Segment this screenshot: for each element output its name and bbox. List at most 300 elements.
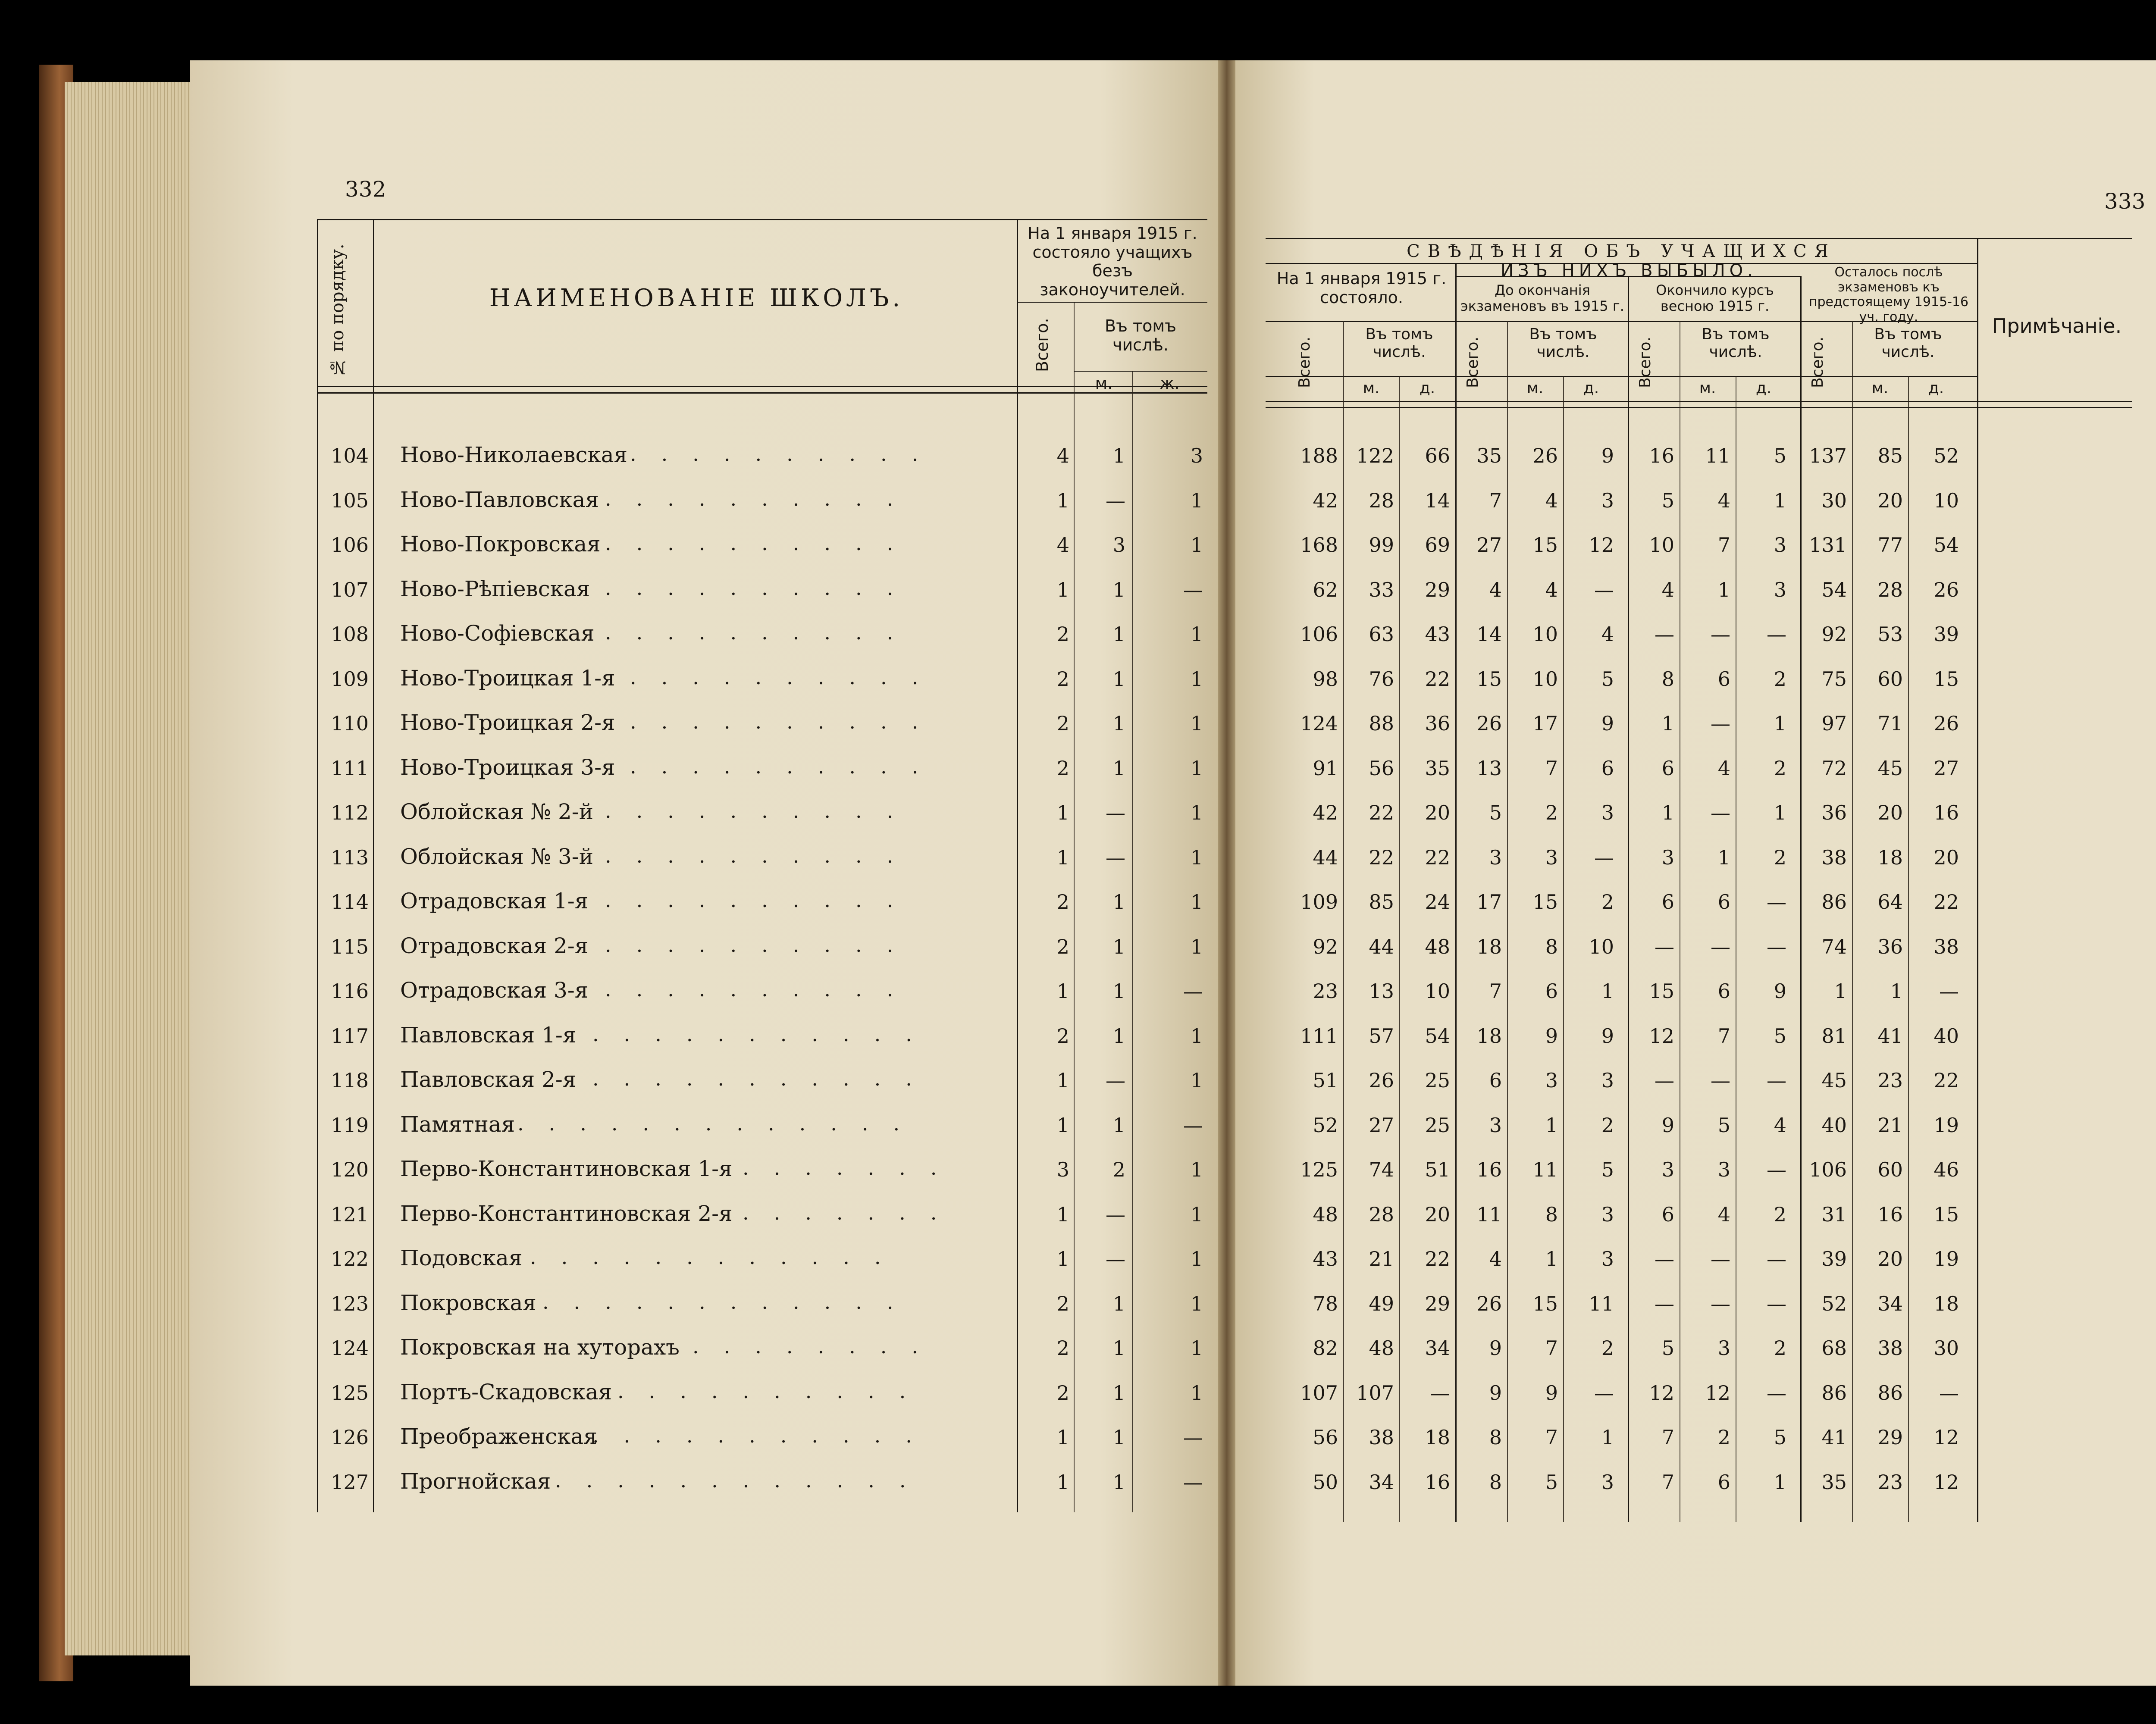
student-count-cell: 1: [1545, 1247, 1558, 1270]
row-number: 119: [331, 1113, 369, 1137]
student-count-cell: 77: [1877, 533, 1903, 557]
student-count-cell: 1: [1890, 979, 1903, 1003]
leader-dots: ..........: [605, 889, 918, 912]
teacher-count-cell: —: [1106, 1247, 1125, 1270]
student-count-cell: 26: [1532, 444, 1558, 467]
student-count-cell: 20: [1425, 801, 1450, 824]
student-count-cell: 106: [1300, 623, 1338, 646]
student-count-cell: 43: [1313, 1247, 1338, 1270]
student-count-cell: 26: [1369, 1069, 1394, 1092]
leader-dots: ............: [542, 1290, 918, 1314]
teacher-count-cell: 1: [1112, 667, 1125, 691]
student-count-cell: 48: [1369, 1336, 1394, 1360]
school-name: Облойская № 3-й: [400, 844, 594, 869]
student-count-cell: 69: [1425, 533, 1450, 557]
student-count-cell: 19: [1934, 1113, 1959, 1137]
teacher-count-cell: 4: [1056, 533, 1069, 557]
student-count-cell: 2: [1774, 1336, 1786, 1360]
header-students-vtom: Въ томъ числѣ.: [1702, 325, 1770, 361]
student-count-cell: 9: [1489, 1336, 1502, 1360]
student-count-cell: 9: [1601, 444, 1614, 467]
teacher-count-cell: 1: [1190, 890, 1203, 914]
header-students-do: До окончанiя экзаменовъ въ 1915 г.: [1460, 282, 1624, 314]
header-students-d: д.: [1755, 379, 1772, 397]
student-count-cell: 8: [1545, 1202, 1558, 1226]
student-count-cell: 125: [1300, 1158, 1338, 1181]
student-count-cell: 6: [1545, 979, 1558, 1003]
right-subcol-divider: [1908, 376, 1909, 1522]
school-name: Ново-Николаевская: [400, 442, 628, 467]
student-count-cell: 2: [1601, 1113, 1614, 1137]
student-count-cell: 3: [1601, 1470, 1614, 1494]
student-count-cell: 4: [1717, 756, 1730, 780]
student-count-cell: 12: [1589, 533, 1614, 557]
teacher-count-cell: —: [1183, 578, 1203, 601]
row-number: 105: [331, 488, 369, 512]
student-count-cell: 18: [1425, 1426, 1450, 1449]
student-count-cell: 10: [1532, 667, 1558, 691]
student-count-cell: 34: [1425, 1336, 1450, 1360]
student-count-cell: 75: [1821, 667, 1847, 691]
student-count-cell: 31: [1821, 1202, 1847, 1226]
row-number: 107: [331, 578, 369, 601]
teacher-count-cell: —: [1106, 845, 1125, 869]
student-count-cell: 6: [1489, 1069, 1502, 1092]
student-count-cell: 7: [1545, 1426, 1558, 1449]
student-count-cell: 22: [1425, 845, 1450, 869]
student-count-cell: —: [1655, 935, 1674, 958]
student-count-cell: 2: [1601, 890, 1614, 914]
student-count-cell: 3: [1489, 1113, 1502, 1137]
header-teachers-group: На 1 января 1915 г. состояло учащихъ безъ законоучителей.: [1028, 224, 1197, 300]
student-count-cell: 10: [1934, 488, 1959, 512]
teacher-count-cell: 2: [1056, 1292, 1069, 1315]
leader-dots: ..........: [630, 665, 943, 689]
teacher-count-cell: 1: [1190, 623, 1203, 646]
student-count-cell: 9: [1545, 1024, 1558, 1048]
right-md-rule: [1266, 376, 1977, 377]
row-number: 117: [331, 1024, 369, 1048]
row-number: 127: [331, 1470, 369, 1494]
student-count-cell: 1: [1661, 801, 1674, 824]
student-count-cell: 4: [1601, 623, 1614, 646]
student-count-cell: 36: [1821, 801, 1847, 824]
student-count-cell: 20: [1877, 1247, 1903, 1270]
student-count-cell: 15: [1934, 1202, 1959, 1226]
student-count-cell: 15: [1532, 1292, 1558, 1315]
student-count-cell: 107: [1356, 1381, 1394, 1405]
teacher-count-cell: 1: [1112, 1426, 1125, 1449]
student-count-cell: 18: [1476, 935, 1502, 958]
header-students-iznih: ИЗЪ НИХЪ ВЫБЫЛО.: [1501, 261, 1757, 281]
header-students-top: СВѢДѢНIЯ ОБЪ УЧАЩИХСЯ: [1407, 241, 1836, 261]
teacher-count-cell: 1: [1112, 1336, 1125, 1360]
student-count-cell: 20: [1877, 488, 1903, 512]
teacher-count-cell: 1: [1112, 623, 1125, 646]
student-count-cell: 3: [1489, 845, 1502, 869]
student-count-cell: 10: [1425, 979, 1450, 1003]
school-name: Ново-Троицкая 2-я: [400, 710, 615, 735]
student-count-cell: 14: [1476, 623, 1502, 646]
student-count-cell: 25: [1425, 1113, 1450, 1137]
student-count-cell: 3: [1601, 1247, 1614, 1270]
student-count-cell: 9: [1545, 1381, 1558, 1405]
student-count-cell: —: [1430, 1381, 1450, 1405]
student-count-cell: 1: [1774, 488, 1786, 512]
student-count-cell: 5: [1661, 1336, 1674, 1360]
student-count-cell: 26: [1476, 712, 1502, 735]
row-number: 118: [331, 1069, 369, 1092]
student-count-cell: 29: [1425, 578, 1450, 601]
student-count-cell: 1: [1601, 1426, 1614, 1449]
student-count-cell: 21: [1369, 1247, 1394, 1270]
header-students-vtom: Въ томъ числѣ.: [1874, 325, 1942, 361]
student-count-cell: 68: [1821, 1336, 1847, 1360]
row-number: 106: [331, 533, 369, 557]
student-count-cell: 36: [1877, 935, 1903, 958]
student-count-cell: 7: [1717, 1024, 1730, 1048]
student-count-cell: 51: [1425, 1158, 1450, 1181]
left-page-number: 332: [345, 177, 386, 202]
student-count-cell: 3: [1545, 845, 1558, 869]
student-count-cell: 27: [1369, 1113, 1394, 1137]
student-count-cell: 22: [1934, 1069, 1959, 1092]
student-count-cell: 22: [1934, 890, 1959, 914]
teacher-count-cell: 1: [1112, 578, 1125, 601]
student-count-cell: 52: [1313, 1113, 1338, 1137]
student-count-cell: 1: [1717, 845, 1730, 869]
student-count-cell: —: [1767, 1381, 1786, 1405]
student-count-cell: —: [1711, 801, 1730, 824]
student-count-cell: 41: [1877, 1024, 1903, 1048]
student-count-cell: 16: [1425, 1470, 1450, 1494]
row-number: 108: [331, 623, 369, 646]
student-count-cell: 22: [1369, 801, 1394, 824]
right-subcol-divider: [1343, 321, 1344, 1522]
student-count-cell: 7: [1661, 1426, 1674, 1449]
row-number: 104: [331, 444, 369, 467]
student-count-cell: 7: [1489, 488, 1502, 512]
student-count-cell: 22: [1425, 667, 1450, 691]
student-count-cell: 131: [1809, 533, 1847, 557]
student-count-cell: 19: [1934, 1247, 1959, 1270]
student-count-cell: 1: [1661, 712, 1674, 735]
student-count-cell: 15: [1532, 533, 1558, 557]
student-count-cell: 74: [1821, 935, 1847, 958]
teacher-count-cell: 1: [1056, 1426, 1069, 1449]
student-count-cell: 1: [1834, 979, 1847, 1003]
student-count-cell: 106: [1809, 1158, 1847, 1181]
row-number: 122: [331, 1247, 369, 1270]
header-col-number: № по порядку.: [328, 244, 348, 377]
school-name: Перво-Константиновская 1-я: [400, 1156, 733, 1181]
teacher-count-cell: 1: [1190, 801, 1203, 824]
header-students-d: д.: [1583, 379, 1599, 397]
teacher-count-cell: 1: [1056, 979, 1069, 1003]
student-count-cell: 9: [1601, 712, 1614, 735]
teacher-count-cell: 2: [1056, 712, 1069, 735]
student-count-cell: 60: [1877, 667, 1903, 691]
student-count-cell: 85: [1877, 444, 1903, 467]
student-count-cell: —: [1767, 1247, 1786, 1270]
student-count-cell: 5: [1717, 1113, 1730, 1137]
right-subcol-divider: [1852, 321, 1853, 1522]
student-count-cell: —: [1767, 1069, 1786, 1092]
student-count-cell: 66: [1425, 444, 1450, 467]
student-count-cell: 92: [1821, 623, 1847, 646]
student-count-cell: 1: [1717, 578, 1730, 601]
teacher-count-cell: 1: [1056, 488, 1069, 512]
student-count-cell: 3: [1774, 578, 1786, 601]
header-students-d: д.: [1419, 379, 1435, 397]
right-divider-ostalos: [1977, 238, 1978, 1522]
student-count-cell: 33: [1369, 578, 1394, 601]
leader-dots: ............: [555, 1468, 931, 1492]
teacher-count-cell: 1: [1056, 801, 1069, 824]
student-count-cell: 26: [1934, 578, 1959, 601]
header-students-m: м.: [1699, 379, 1716, 397]
student-count-cell: 38: [1934, 935, 1959, 958]
school-name: Павловская 1-я: [400, 1022, 577, 1048]
school-name: Ново-Троицкая 1-я: [400, 665, 615, 691]
left-col-divider-vsego: [1074, 302, 1075, 1512]
student-count-cell: 40: [1934, 1024, 1959, 1048]
student-count-cell: 12: [1649, 1024, 1674, 1048]
leader-dots: ..........: [605, 844, 918, 867]
student-count-cell: 107: [1300, 1381, 1338, 1405]
student-count-cell: 5: [1545, 1470, 1558, 1494]
student-count-cell: 38: [1877, 1336, 1903, 1360]
student-count-cell: 7: [1661, 1470, 1674, 1494]
teacher-count-cell: 1: [1112, 756, 1125, 780]
student-count-cell: —: [1711, 935, 1730, 958]
left-table-edge: [317, 219, 318, 1512]
right-header-rule-2: [1266, 407, 2132, 408]
teacher-count-cell: 1: [1190, 533, 1203, 557]
header-students-m: м.: [1363, 379, 1380, 397]
student-count-cell: 52: [1934, 444, 1959, 467]
student-count-cell: 122: [1356, 444, 1394, 467]
student-count-cell: 85: [1369, 890, 1394, 914]
student-count-cell: 53: [1877, 623, 1903, 646]
student-count-cell: 48: [1313, 1202, 1338, 1226]
student-count-cell: 9: [1601, 1024, 1614, 1048]
teacher-count-cell: 1: [1190, 1292, 1203, 1315]
student-count-cell: 13: [1369, 979, 1394, 1003]
left-table-top-rule: [317, 219, 1207, 220]
leader-dots: .......: [743, 1201, 962, 1224]
student-count-cell: 9: [1489, 1381, 1502, 1405]
student-count-cell: 26: [1934, 712, 1959, 735]
row-number: 115: [331, 935, 369, 958]
student-count-cell: 11: [1532, 1158, 1558, 1181]
student-count-cell: 18: [1934, 1292, 1959, 1315]
teacher-count-cell: 1: [1190, 1336, 1203, 1360]
teacher-count-cell: —: [1106, 1069, 1125, 1092]
student-count-cell: 42: [1313, 488, 1338, 512]
right-page-number: 333: [2104, 189, 2146, 214]
teacher-count-cell: 1: [1056, 578, 1069, 601]
header-students-vtom: Въ томъ числѣ.: [1365, 325, 1433, 361]
header-teachers-vtom: Въ томъ числѣ.: [1105, 316, 1176, 354]
row-number: 121: [331, 1202, 369, 1226]
student-count-cell: —: [1594, 1381, 1614, 1405]
student-count-cell: 64: [1877, 890, 1903, 914]
teacher-count-cell: 2: [1056, 667, 1069, 691]
student-count-cell: 51: [1313, 1069, 1338, 1092]
student-count-cell: 6: [1717, 1470, 1730, 1494]
header-teachers-m: м.: [1095, 374, 1113, 393]
student-count-cell: 54: [1425, 1024, 1450, 1048]
student-count-cell: 86: [1877, 1381, 1903, 1405]
student-count-cell: —: [1939, 979, 1959, 1003]
student-count-cell: 2: [1774, 845, 1786, 869]
student-count-cell: 52: [1821, 1292, 1847, 1315]
student-count-cell: 3: [1601, 1069, 1614, 1092]
student-count-cell: 28: [1369, 1202, 1394, 1226]
student-count-cell: 72: [1821, 756, 1847, 780]
teacher-count-cell: 1: [1190, 1247, 1203, 1270]
leader-dots: ..........: [605, 487, 918, 510]
student-count-cell: 29: [1877, 1426, 1903, 1449]
student-count-cell: 5: [1774, 1426, 1786, 1449]
teacher-count-cell: 1: [1112, 935, 1125, 958]
teacher-count-cell: 4: [1056, 444, 1069, 467]
right-subcol-divider: [1563, 376, 1564, 1522]
teacher-count-cell: —: [1106, 801, 1125, 824]
header-students-vsego: Всего.: [1809, 336, 1827, 388]
leader-dots: ..........: [630, 754, 943, 778]
teacher-count-cell: 2: [1056, 756, 1069, 780]
row-number: 120: [331, 1158, 369, 1181]
student-count-cell: 4: [1661, 578, 1674, 601]
student-count-cell: 38: [1369, 1426, 1394, 1449]
school-name: Ново-Софiевская: [400, 621, 595, 646]
student-count-cell: 6: [1717, 979, 1730, 1003]
teacher-count-cell: —: [1183, 1113, 1203, 1137]
student-count-cell: 39: [1934, 623, 1959, 646]
student-count-cell: 35: [1425, 756, 1450, 780]
student-count-cell: 30: [1934, 1336, 1959, 1360]
school-name: Преображенская: [400, 1424, 597, 1449]
student-count-cell: 15: [1649, 979, 1674, 1003]
student-count-cell: 38: [1821, 845, 1847, 869]
leader-dots: ..........: [605, 621, 918, 644]
student-count-cell: 63: [1369, 623, 1394, 646]
teacher-count-cell: 1: [1190, 1381, 1203, 1405]
student-count-cell: —: [1711, 1292, 1730, 1315]
student-count-cell: 1: [1774, 712, 1786, 735]
student-count-cell: 98: [1313, 667, 1338, 691]
student-count-cell: 5: [1601, 667, 1614, 691]
student-count-cell: —: [1939, 1381, 1959, 1405]
student-count-cell: 43: [1425, 623, 1450, 646]
student-count-cell: 54: [1934, 533, 1959, 557]
school-name: Ново-Троицкая 3-я: [400, 754, 615, 780]
student-count-cell: 23: [1877, 1069, 1903, 1092]
teacher-count-cell: 1: [1112, 1024, 1125, 1048]
school-name: Отрадовская 3-я: [400, 978, 589, 1003]
student-count-cell: 13: [1476, 756, 1502, 780]
leader-dots: ..........: [630, 710, 943, 733]
teacher-count-cell: 1: [1112, 1381, 1125, 1405]
student-count-cell: 3: [1545, 1069, 1558, 1092]
teacher-count-cell: —: [1183, 1470, 1203, 1494]
teacher-count-cell: —: [1183, 979, 1203, 1003]
student-count-cell: —: [1655, 623, 1674, 646]
left-col-divider-no: [373, 219, 374, 1512]
student-count-cell: 99: [1369, 533, 1394, 557]
teacher-count-cell: 1: [1112, 1292, 1125, 1315]
student-count-cell: 15: [1476, 667, 1502, 691]
student-count-cell: 3: [1601, 801, 1614, 824]
student-count-cell: 15: [1934, 667, 1959, 691]
teacher-count-cell: —: [1106, 488, 1125, 512]
row-number: 123: [331, 1292, 369, 1315]
teacher-count-cell: 1: [1112, 979, 1125, 1003]
row-number: 109: [331, 667, 369, 691]
student-count-cell: 56: [1313, 1426, 1338, 1449]
student-count-cell: 3: [1717, 1158, 1730, 1181]
row-number: 114: [331, 890, 369, 914]
student-count-cell: 44: [1313, 845, 1338, 869]
leader-dots: ..........: [605, 978, 918, 1001]
student-count-cell: 71: [1877, 712, 1903, 735]
student-count-cell: 16: [1877, 1202, 1903, 1226]
student-count-cell: 10: [1649, 533, 1674, 557]
teacher-count-cell: 1: [1190, 756, 1203, 780]
header-students-m: м.: [1871, 379, 1889, 397]
student-count-cell: —: [1594, 845, 1614, 869]
teacher-count-cell: 1: [1056, 845, 1069, 869]
student-count-cell: 10: [1589, 935, 1614, 958]
student-count-cell: 45: [1821, 1069, 1847, 1092]
school-name: Отрадовская 2-я: [400, 933, 589, 958]
student-count-cell: 11: [1705, 444, 1730, 467]
student-count-cell: 74: [1369, 1158, 1394, 1181]
student-count-cell: 57: [1369, 1024, 1394, 1048]
student-count-cell: 21: [1877, 1113, 1903, 1137]
student-count-cell: 168: [1300, 533, 1338, 557]
header-students-vsego: Всего.: [1296, 336, 1313, 388]
student-count-cell: 109: [1300, 890, 1338, 914]
teacher-count-cell: 2: [1056, 1336, 1069, 1360]
student-count-cell: 11: [1476, 1202, 1502, 1226]
right-subcol-divider: [1399, 376, 1400, 1522]
student-count-cell: 50: [1313, 1470, 1338, 1494]
teacher-count-cell: 1: [1056, 1247, 1069, 1270]
student-count-cell: 26: [1476, 1292, 1502, 1315]
student-count-cell: —: [1767, 1158, 1786, 1181]
teacher-count-cell: 3: [1112, 533, 1125, 557]
school-name: Ново-Покровская: [400, 532, 601, 557]
student-count-cell: 22: [1425, 1247, 1450, 1270]
left-group-rule: [1017, 302, 1207, 303]
student-count-cell: 39: [1821, 1247, 1847, 1270]
teacher-count-cell: 1: [1056, 1470, 1069, 1494]
teacher-count-cell: 1: [1190, 1202, 1203, 1226]
school-name: Прогнойская: [400, 1468, 551, 1494]
header-students-vtom: Въ томъ числѣ.: [1529, 325, 1597, 361]
student-count-cell: 78: [1313, 1292, 1338, 1315]
student-count-cell: 111: [1300, 1024, 1338, 1048]
student-count-cell: 3: [1601, 1202, 1614, 1226]
leader-dots: ............: [530, 1245, 906, 1269]
header-students-jan: На 1 января 1915 г. состояло.: [1276, 269, 1447, 307]
header-students-m: м.: [1526, 379, 1544, 397]
student-count-cell: 6: [1661, 1202, 1674, 1226]
student-count-cell: 9: [1661, 1113, 1674, 1137]
